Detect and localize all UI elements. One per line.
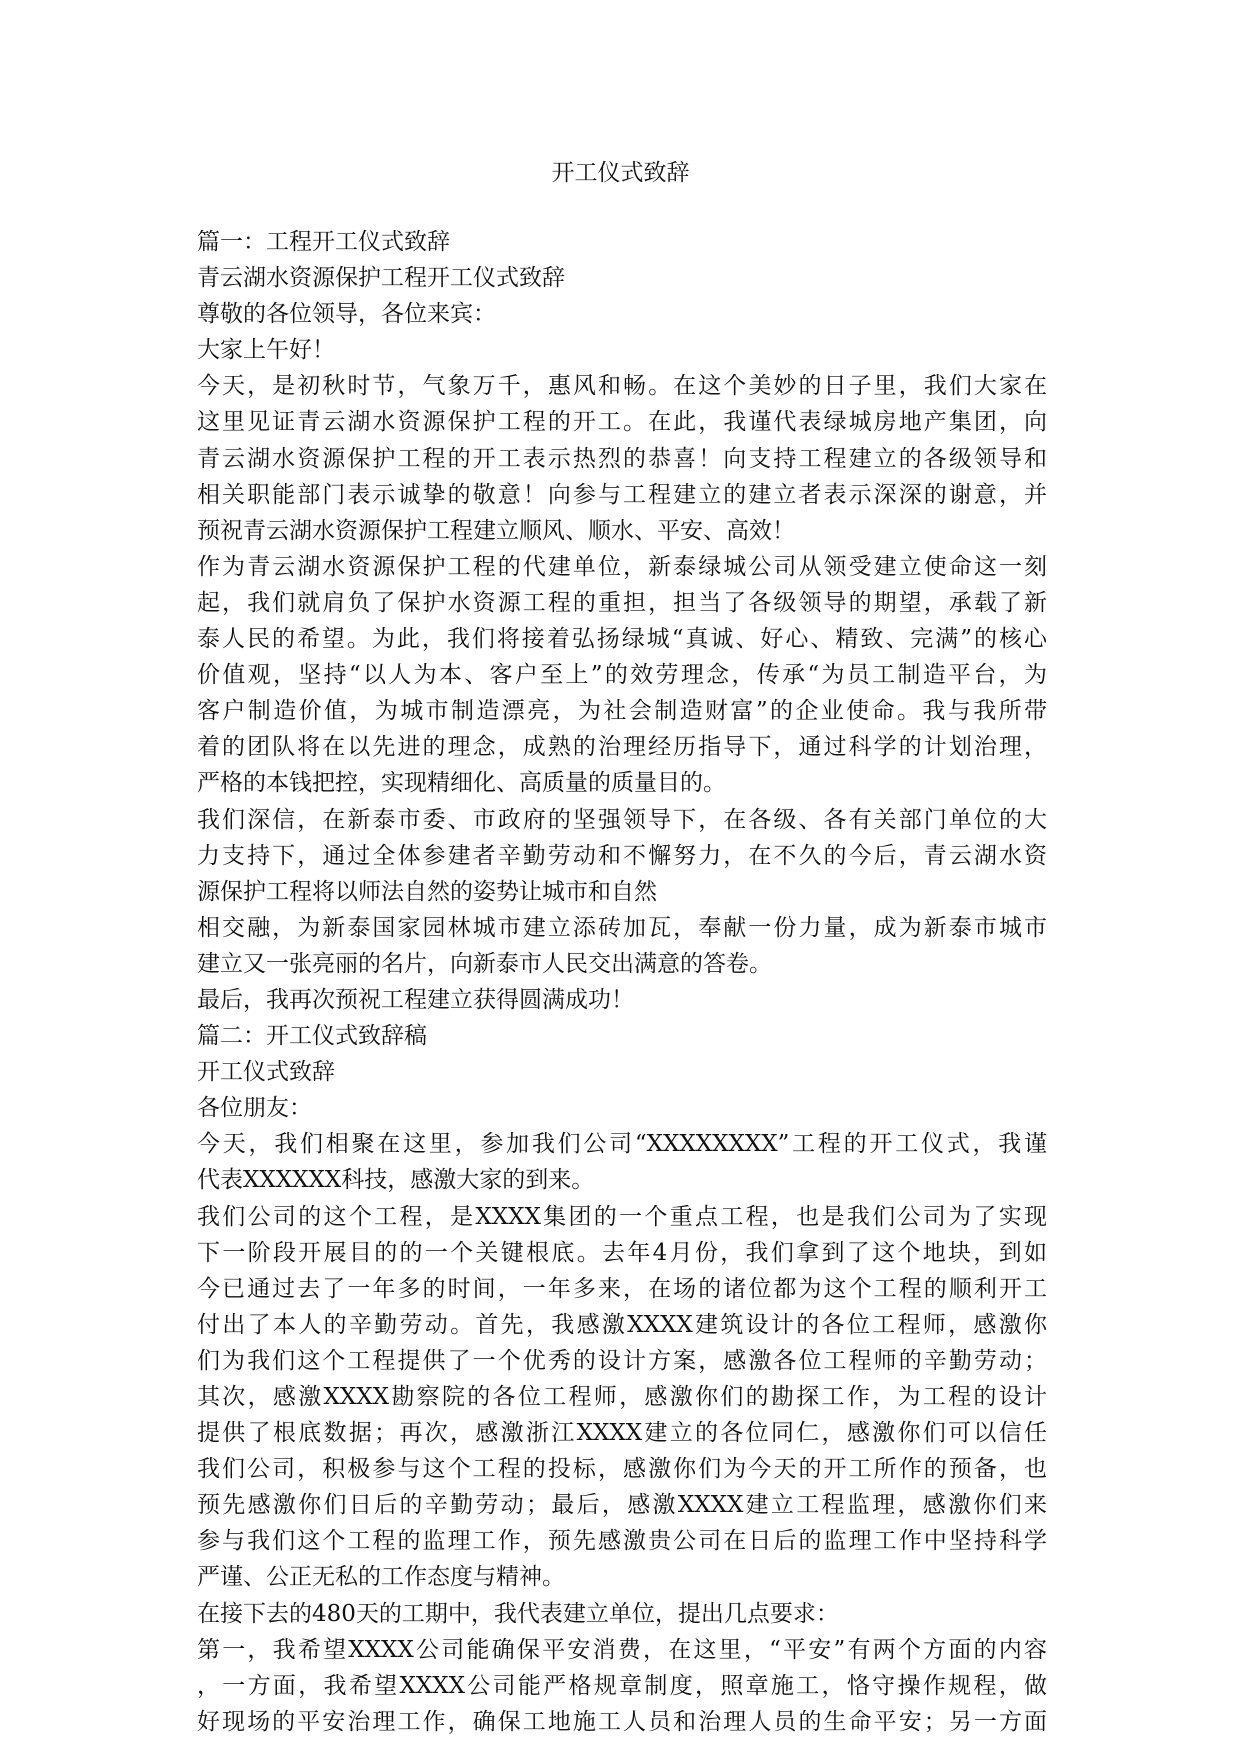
text-line: 起，我们就肩负了保护水资源工程的重担，担当了各级领导的期望，承载了新 (197, 589, 1047, 616)
text-line: 价值观，坚持“以人为本、客户至上”的效劳理念，传承“为员工制造平台，为 (197, 662, 1047, 689)
text-line: 下一阶段开展目的的一个关键根底。去年4月份，我们拿到了这个地块，到如 (197, 1239, 1047, 1266)
text-line: 青云湖水资源保护工程的开工表示热烈的恭喜！向支持工程建立的各级领导和 (197, 445, 1047, 472)
text-line: 最后，我再次预祝工程建立获得圆满成功！ (197, 986, 634, 1013)
text-line: 们为我们这个工程提供了一个优秀的设计方案，感激各位工程师的辛勤劳动； (197, 1347, 1047, 1374)
text-line: 提供了根底数据；再次，感激浙江XXXX建立的各位同仁，感激你们可以信任 (197, 1420, 1047, 1447)
text-line: 大家上午好！ (197, 337, 335, 364)
text-line: 预祝青云湖水资源保护工程建立顺风、顺水、平安、高效！ (197, 517, 795, 544)
text-line: 源保护工程将以师法自然的姿势让城市和自然 (197, 878, 657, 905)
text-line: 篇一：工程开工仪式致辞 (197, 229, 450, 255)
text-line: 其次，感激XXXX勘察院的各位工程师，感激你们的勘探工作，为工程的设计 (197, 1384, 1047, 1410)
text-line: 力支持下，通过全体参建者辛勤劳动和不懈努力，在不久的今后，青云湖水资 (197, 842, 1047, 869)
text-line: 开工仪式致辞 (197, 1059, 335, 1086)
text-line: 今已通过去了一年多的时间，一年多来，在场的诸位都为这个工程的顺利开工 (197, 1275, 1047, 1302)
text-line: 我们公司的这个工程，是XXXX集团的一个重点工程，也是我们公司为了实现 (197, 1203, 1047, 1230)
text-line: 预先感激你们日后的辛勤劳动；最后，感激XXXX建立工程监理，感激你们来 (197, 1492, 1047, 1519)
text-line: 今天，是初秋时节，气象万千，惠风和畅。在这个美妙的日子里，我们大家在 (197, 373, 1047, 400)
text-line: 各位朋友： (197, 1095, 312, 1122)
text-line: 严格的本钱把控，实现精细化、高质量的质量目的。 (197, 770, 726, 797)
text-line: 建立又一张亮丽的名片，向新泰市人民交出满意的答卷。 (197, 950, 772, 977)
text-line: 代表XXXXXX科技，感激大家的到来。 (197, 1167, 595, 1194)
text-line: 在接下去的480天的工期中，我代表建立单位，提出几点要求： (197, 1600, 839, 1627)
text-line: 篇二：开工仪式致辞稿 (197, 1023, 427, 1050)
text-line: 我们公司，积极参与这个工程的投标，感激你们为今天的开工所作的预备，也 (197, 1456, 1047, 1483)
text-line: 参与我们这个工程的监理工作，预先感激贵公司在日后的监理工作中坚持科学 (197, 1528, 1047, 1555)
document-body (197, 224, 1047, 1740)
text-line: 尊敬的各位领导，各位来宾： (197, 301, 496, 328)
text-line: 泰人民的希望。为此，我们将接着弘扬绿城“真诚、好心、精致、完满”的核心 (197, 626, 1047, 653)
text-line: 付出了本人的辛勤劳动。首先，我感激XXXX建筑设计的各位工程师，感激你 (197, 1311, 1047, 1338)
text-line: 好现场的平安治理工作，确保工地施工人员和治理人员的生命平安；另一方面 (197, 1708, 1047, 1735)
text-line: 第一，我希望XXXX公司能确保平安消费，在这里，“平安”有两个方面的内容 (197, 1636, 1047, 1663)
text-line: 我们深信，在新泰市委、市政府的坚强领导下，在各级、各有关部门单位的大 (197, 806, 1047, 833)
text-line: 相交融，为新泰国家园林城市建立添砖加瓦，奉献一份力量，成为新泰市城市 (197, 914, 1047, 941)
text-line: 作为青云湖水资源保护工程的代建单位，新泰绿城公司从领受建立使命这一刻 (197, 553, 1047, 580)
text-line: ，一方面，我希望XXXX公司能严格规章制度，照章施工，恪守操作规程，做 (197, 1672, 1047, 1699)
text-line: 相关职能部门表示诚挚的敬意！向参与工程建立的建立者表示深深的谢意，并 (197, 481, 1047, 508)
document-title: 开工仪式致辞 (551, 160, 690, 186)
text-line: 着的团队将在以先进的理念，成熟的治理经历指导下，通过科学的计划治理， (197, 734, 1047, 761)
text-line: 严谨、公正无私的工作态度与精神。 (197, 1564, 565, 1591)
text-line: 这里见证青云湖水资源保护工程的开工。在此，我谨代表绿城房地产集团，向 (197, 409, 1047, 436)
text-line: 客户制造价值，为城市制造漂亮，为社会制造财富”的企业使命。我与我所带 (197, 698, 1047, 725)
text-line: 今天，我们相聚在这里，参加我们公司“XXXXXXXX”工程的开工仪式，我谨 (197, 1131, 1047, 1158)
text-line: 青云湖水资源保护工程开工仪式致辞 (197, 265, 565, 292)
